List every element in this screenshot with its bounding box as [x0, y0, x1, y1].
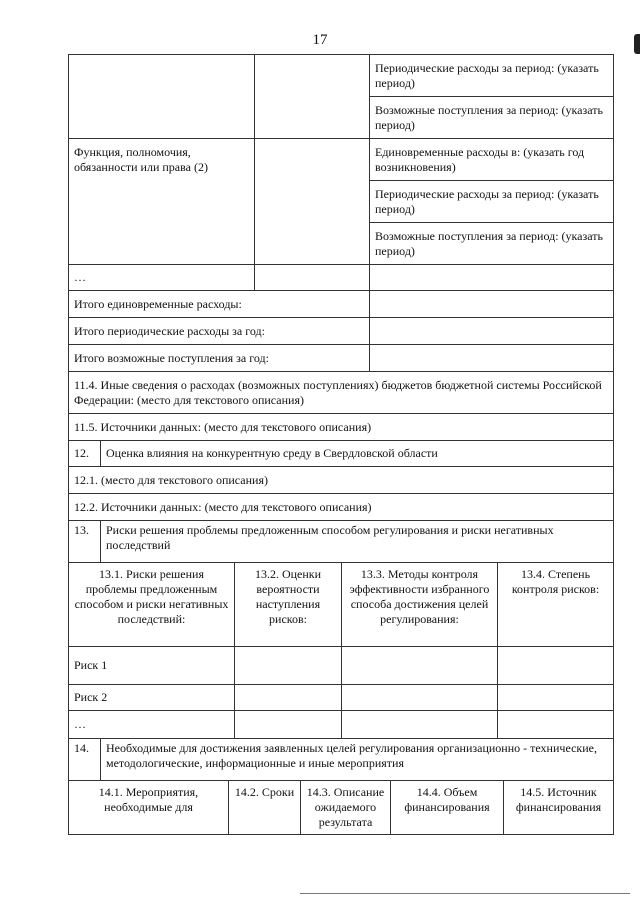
section-12-table — [68, 440, 614, 521]
deadlines-header: 14.2. Сроки — [229, 781, 301, 835]
scan-edge-mark — [634, 34, 640, 54]
section-13-title: Риски решения проблемы предложенным способом регулирования и риски негативных последствий — [101, 521, 614, 563]
total-periodic-label: Итого периодические расходы за год: — [69, 318, 370, 345]
empty-cell — [370, 318, 614, 345]
measures-table — [68, 738, 614, 835]
empty-cell — [235, 685, 342, 711]
total-income-label: Итого возможные поступления за год: — [69, 345, 370, 372]
probability-header: 13.2. Оценки вероятности наступления рисков: — [235, 563, 342, 647]
empty-cell — [235, 647, 342, 685]
measures-header: 14.1. Мероприятия, необходимые для — [69, 781, 229, 835]
empty-cell — [69, 55, 255, 139]
empty-cell — [255, 265, 370, 291]
section-12-2: 12.2. Источники данных: (место для текстового описания) — [69, 494, 614, 521]
empty-cell — [255, 55, 370, 139]
control-methods-header: 13.3. Методы контроля эффективности избранного способа достижения целей регулирования: — [342, 563, 498, 647]
section-11-5: 11.5. Источники данных: (место для текстового описания) — [69, 414, 614, 441]
page-edge-line — [300, 893, 630, 894]
empty-cell — [370, 291, 614, 318]
empty-cell — [370, 345, 614, 372]
funding-source-header: 14.5. Источник финансирования — [504, 781, 614, 835]
risk-row-label: Риск 1 — [69, 647, 235, 685]
risk-row-label: Риск 2 — [69, 685, 235, 711]
empty-cell — [498, 685, 614, 711]
periodic-expenses-cell: Периодические расходы за период: (указать период) — [370, 181, 614, 223]
section-14-number: 14. — [69, 739, 101, 781]
ellipsis-cell: … — [69, 265, 255, 291]
onetime-expenses-cell: Единовременные расходы в: (указать год возникновения) — [370, 139, 614, 181]
costs-table — [68, 54, 614, 441]
section-12-1: 12.1. (место для текстового описания) — [69, 467, 614, 494]
periodic-expenses-cell: Периодические расходы за период: (указать период) — [370, 55, 614, 97]
empty-cell — [370, 265, 614, 291]
section-12-number: 12. — [69, 441, 101, 467]
possible-income-cell: Возможные поступления за период: (указать период) — [370, 223, 614, 265]
expected-result-header: 14.3. Описание ожидаемого результата — [301, 781, 391, 835]
empty-cell — [498, 647, 614, 685]
section-13-number: 13. — [69, 521, 101, 563]
section-14-title: Необходимые для достижения заявленных целей регулирования организационно - технические, методологические, информационные и иные мероприятия — [101, 739, 614, 781]
funding-volume-header: 14.4. Объем финансирования — [391, 781, 504, 835]
empty-cell — [498, 711, 614, 739]
empty-cell — [342, 685, 498, 711]
risk-row-label: … — [69, 711, 235, 739]
risks-table — [68, 520, 614, 739]
possible-income-cell: Возможные поступления за период: (указать период) — [370, 97, 614, 139]
empty-cell — [255, 139, 370, 265]
risks-header: 13.1. Риски решения проблемы предложенным способом и риски негативных последствий: — [69, 563, 235, 647]
page-number: 17 — [312, 32, 328, 48]
empty-cell — [342, 711, 498, 739]
empty-cell — [235, 711, 342, 739]
control-degree-header: 13.4. Степень контроля рисков: — [498, 563, 614, 647]
section-11-4: 11.4. Иные сведения о расходах (возможных поступлениях) бюджетов бюджетной системы Российской Федерации: (место для текстового описания) — [69, 372, 614, 414]
empty-cell — [342, 647, 498, 685]
function-label: Функция, полномочия, обязанности или права (2) — [69, 139, 255, 265]
total-onetime-label: Итого единовременные расходы: — [69, 291, 370, 318]
section-12-title: Оценка влияния на конкурентную среду в Свердловской области — [101, 441, 614, 467]
